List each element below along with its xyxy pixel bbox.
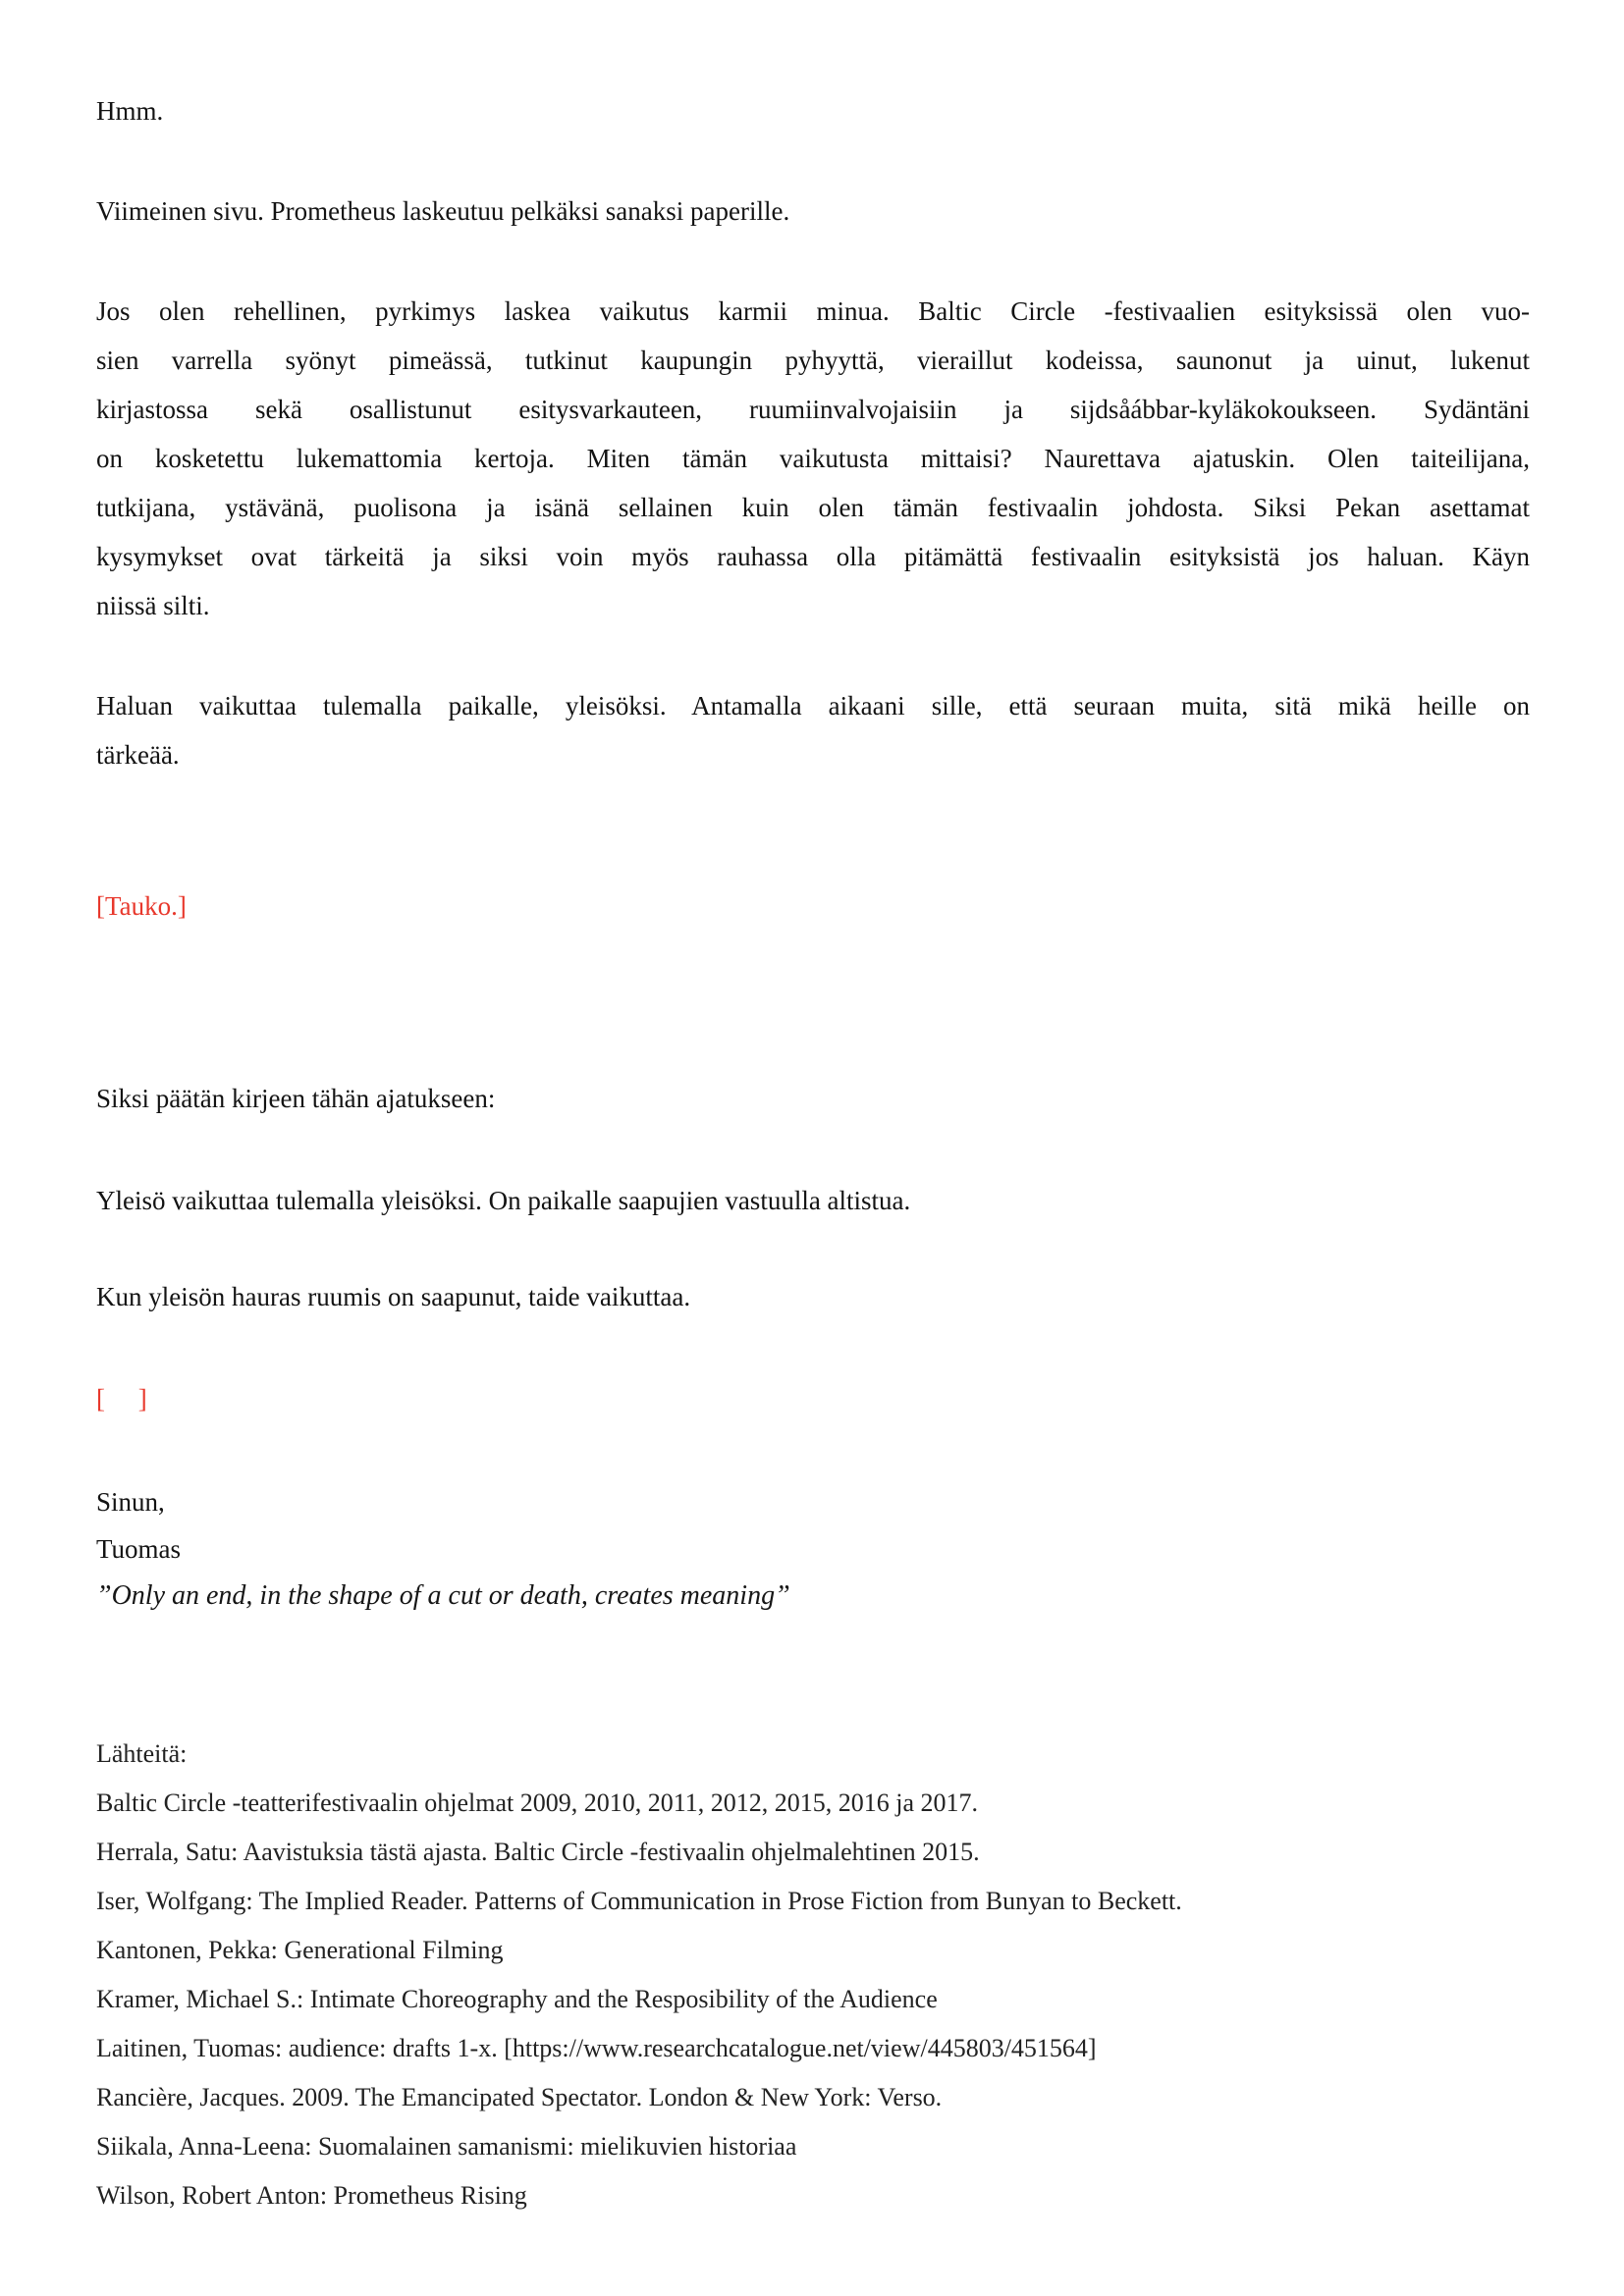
signature-quote: ”Only an end, in the shape of a cut or death, creates meaning” bbox=[96, 1580, 790, 1611]
text-line: sien varrella syönyt pimeässä, tutkinut kaupungin pyhyyttä, vieraillut kodeissa, saunonut ja uinut, lukenut bbox=[96, 346, 1530, 375]
line-viimeinen-sivu: Viimeinen sivu. Prometheus laskeutuu pelkäksi sanaksi paperille. bbox=[96, 196, 790, 226]
source-entry: Rancière, Jacques. 2009. The Emancipated Spectator. London & New York: Verso. bbox=[96, 2083, 943, 2111]
source-entry: Kramer, Michael S.: Intimate Choreography and the Resposibility of the Audience bbox=[96, 1985, 938, 2013]
text-line: Haluan vaikuttaa tulemalla paikalle, yleisöksi. Antamalla aikaani sille, että seuraan muita, sitä mikä heille on bbox=[96, 691, 1530, 721]
signature-block bbox=[96, 1478, 1530, 1620]
line-siksi-paatan: Siksi päätän kirjeen tähän ajatukseen: bbox=[96, 1084, 496, 1113]
sources-section bbox=[96, 1730, 1530, 2220]
line-yleiso-vaikuttaa: Yleisö vaikuttaa tulemalla yleisöksi. On paikalle saapujien vastuulla altistua. bbox=[96, 1186, 911, 1215]
signature-greeting: Sinun, bbox=[96, 1487, 165, 1517]
source-entry: Iser, Wolfgang: The Implied Reader. Patterns of Communication in Prose Fiction from Bunyan to Beckett. bbox=[96, 1887, 1182, 1915]
source-entry: Baltic Circle -teatterifestivaalin ohjelmat 2009, 2010, 2011, 2012, 2015, 2016 ja 2017. bbox=[96, 1789, 979, 1817]
empty-brackets-marker: [ ] bbox=[96, 1384, 147, 1414]
text-line: kirjastossa sekä osallistunut esitysvarkauteen, ruumiinvalvojaisiin ja sijdsåábbar-kyläkokoukseen. Sydäntäni bbox=[96, 395, 1530, 424]
text-line: tärkeää. bbox=[96, 740, 180, 770]
paragraph-haluan-vaikuttaa bbox=[96, 681, 1530, 779]
sources-heading: Lähteitä: bbox=[96, 1739, 188, 1768]
text-line: tutkijana, ystävänä, puolisona ja isänä sellainen kuin olen tämän festivaalin johdosta. Siksi Pekan asettamat bbox=[96, 493, 1530, 522]
line-hmm: Hmm. bbox=[96, 96, 164, 126]
signature-name: Tuomas bbox=[96, 1534, 182, 1564]
source-entry: Herrala, Satu: Aavistuksia tästä ajasta. Baltic Circle -festivaalin ohjelmalehtinen 2015. bbox=[96, 1838, 980, 1866]
text-line: niissä silti. bbox=[96, 591, 210, 620]
pause-marker: [Tauko.] bbox=[96, 891, 187, 921]
source-entry: Wilson, Robert Anton: Prometheus Rising bbox=[96, 2181, 527, 2210]
source-entry: Kantonen, Pekka: Generational Filming bbox=[96, 1936, 504, 1964]
text-line: kysymykset ovat tärkeitä ja siksi voin myös rauhassa olla pitämättä festivaalin esityksistä jos haluan. Käyn bbox=[96, 542, 1530, 571]
line-kun-yleison: Kun yleisön hauras ruumis on saapunut, taide vaikuttaa. bbox=[96, 1282, 691, 1311]
text-line: on kosketettu lukemattomia kertoja. Miten tämän vaikutusta mittaisi? Naurettava ajatuskin. Olen taiteilijana, bbox=[96, 444, 1530, 473]
text-line: Jos olen rehellinen, pyrkimys laskea vaikutus karmii minua. Baltic Circle -festivaalien esityksissä olen vuo- bbox=[96, 296, 1530, 326]
paragraph-vaikutus-reflection bbox=[96, 287, 1530, 630]
source-entry: Laitinen, Tuomas: audience: drafts 1-x. [https://www.researchcatalogue.net/view/445803/451564] bbox=[96, 2034, 1097, 2062]
source-entry: Siikala, Anna-Leena: Suomalainen samanismi: mielikuvien historiaa bbox=[96, 2132, 797, 2161]
